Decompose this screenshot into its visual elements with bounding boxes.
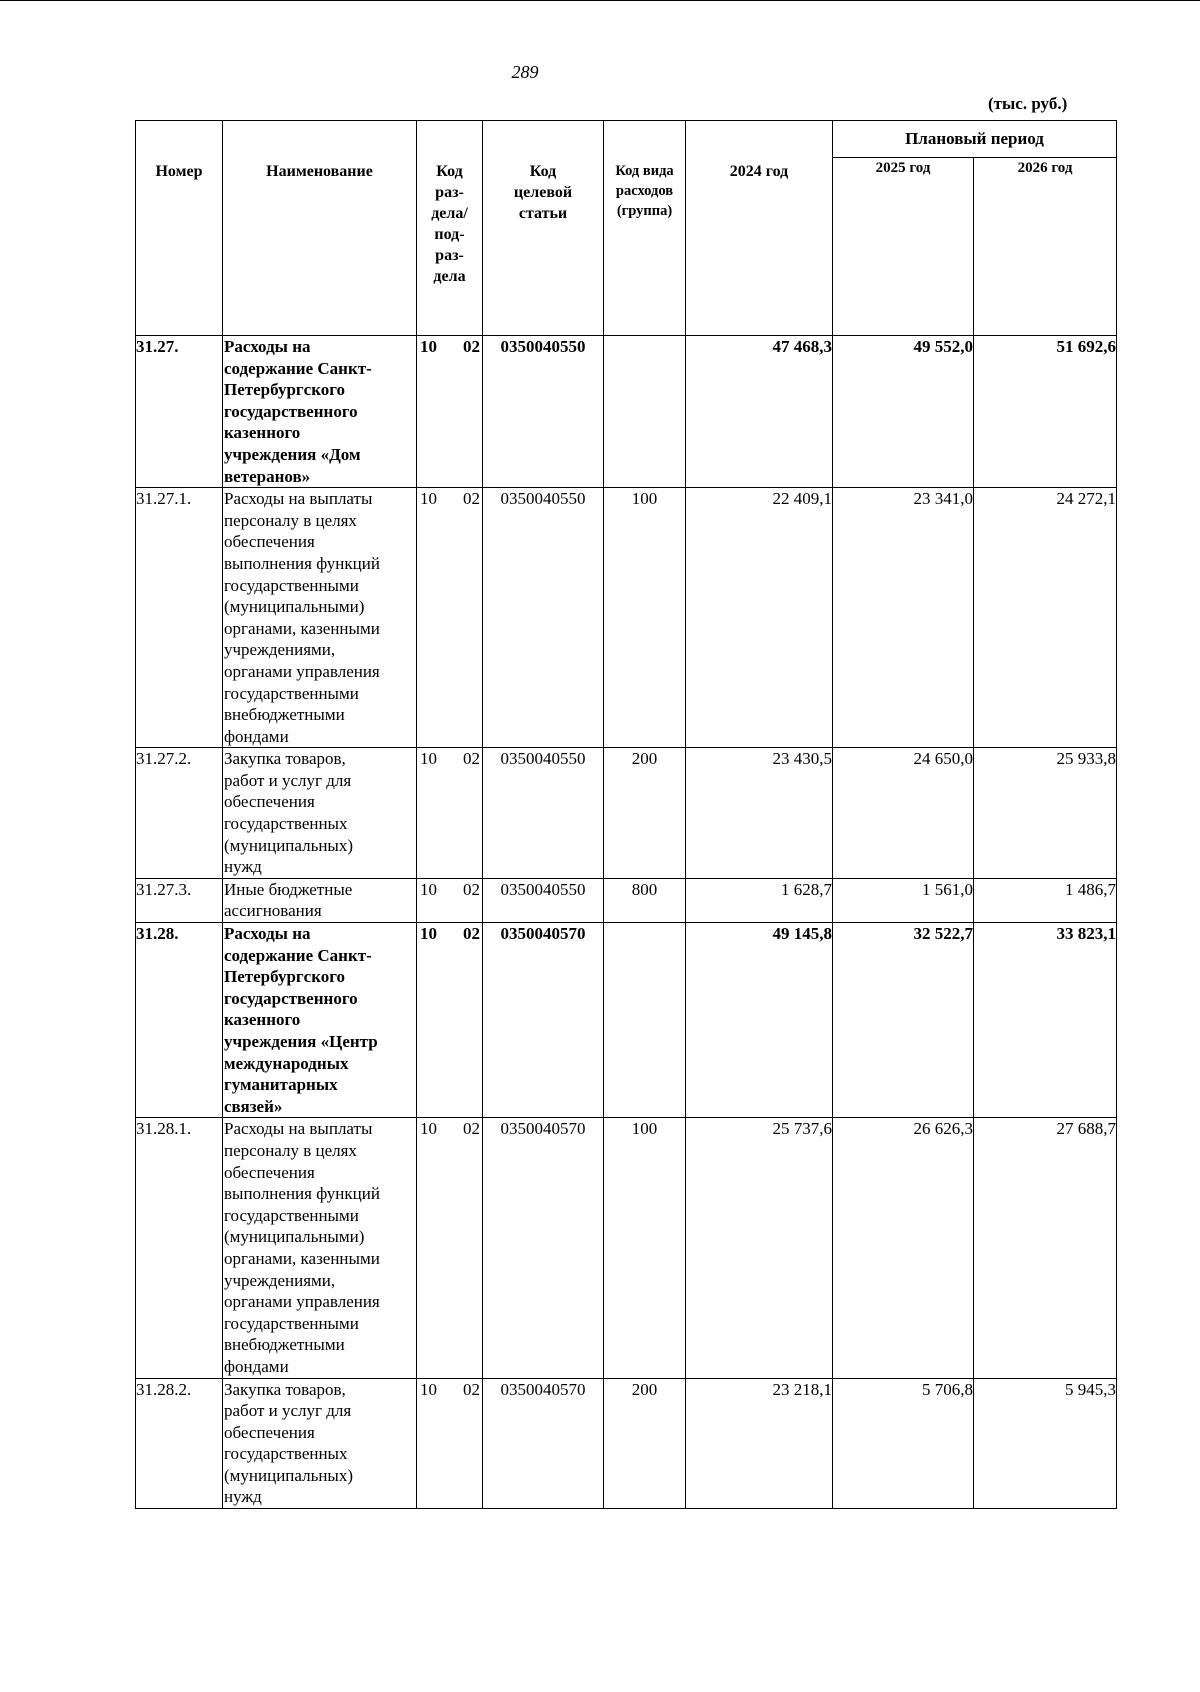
row-name: Расходы на выплаты персоналу в целях обеспечения выполнения функций государственными (муниципальными) органами, казенными учреждениями, органами управления государственными внебюджетными фондами [223,1118,417,1378]
row-value-2024: 23 218,1 [686,1378,833,1509]
header-number: Номер [136,121,223,336]
header-expense-type [604,121,686,336]
row-razdel [417,1378,483,1509]
row-value-2025: 23 341,0 [833,488,974,748]
header-year-2026: 2026 год [974,158,1117,336]
row-name: Расходы на выплаты персоналу в целях обеспечения выполнения функций государственными (муниципальными) органами, казенными учреждениями, органами управления государственными внебюджетными фондами [223,488,417,748]
header-line: статьи [518,205,568,222]
row-target-code: 0350040550 [483,878,604,922]
row-target-code: 0350040550 [483,488,604,748]
row-number: 31.27.2. [136,748,223,879]
header-line: расходов [615,183,674,199]
row-razdel [417,748,483,879]
row-razdel [417,923,483,1118]
podrazdel-code: 02 [463,924,480,944]
row-target-code: 0350040550 [483,336,604,488]
table-row [136,336,1117,488]
row-expense-type [604,923,686,1118]
header-target-code [483,121,604,336]
row-expense-type [604,336,686,488]
header-year-2024: 2024 год [686,121,833,336]
page-number: 289 [511,62,539,82]
row-target-code: 0350040550 [483,748,604,879]
row-razdel [417,1118,483,1378]
table-row [136,748,1117,879]
table-row [136,923,1117,1118]
row-number: 31.28.1. [136,1118,223,1378]
row-value-2026: 25 933,8 [974,748,1117,879]
header-line: Код [529,163,557,180]
row-value-2026: 27 688,7 [974,1118,1117,1378]
header-line: раз- [435,184,464,201]
row-number: 31.28.2. [136,1378,223,1509]
razdel-code: 10 [420,879,437,899]
podrazdel-code: 02 [463,879,480,899]
header-line: раз- [435,247,464,264]
row-number: 31.28. [136,923,223,1118]
row-value-2025: 49 552,0 [833,336,974,488]
row-number: 31.27. [136,336,223,488]
podrazdel-code: 02 [463,1379,480,1399]
razdel-code: 10 [420,924,437,944]
header-line: Код [436,163,463,180]
row-expense-type: 200 [604,748,686,879]
table-row [136,488,1117,748]
header-line: Код вида [615,163,674,179]
row-expense-type: 100 [604,488,686,748]
row-razdel [417,336,483,488]
razdel-code: 10 [420,1379,437,1399]
row-target-code: 0350040570 [483,1118,604,1378]
header-line: дела/ [431,205,468,222]
podrazdel-code: 02 [463,749,480,769]
row-value-2024: 22 409,1 [686,488,833,748]
budget-table [135,120,1117,1509]
header-line: (группа) [616,203,673,219]
header-year-2025: 2025 год [833,158,974,336]
table-row [136,1378,1117,1509]
row-value-2024: 49 145,8 [686,923,833,1118]
podrazdel-code: 02 [463,489,480,509]
row-value-2025: 26 626,3 [833,1118,974,1378]
header-line: дела [433,268,466,285]
row-name: Закупка товаров, работ и услуг для обеспечения государственных (муниципальных) нужд [223,748,417,879]
table-row [136,878,1117,922]
row-value-2024: 25 737,6 [686,1118,833,1378]
row-value-2025: 32 522,7 [833,923,974,1118]
row-value-2026: 1 486,7 [974,878,1117,922]
razdel-code: 10 [420,749,437,769]
header-name: Наименование [223,121,417,336]
razdel-code: 10 [420,489,437,509]
row-expense-type: 200 [604,1378,686,1509]
table-body [136,336,1117,1509]
row-value-2026: 24 272,1 [974,488,1117,748]
row-value-2024: 47 468,3 [686,336,833,488]
row-expense-type: 800 [604,878,686,922]
table-header [136,121,1117,336]
header-line: целевой [513,184,573,201]
top-border-line [0,0,1200,1]
row-value-2026: 33 823,1 [974,923,1117,1118]
row-razdel [417,488,483,748]
table-row [136,1118,1117,1378]
row-value-2026: 5 945,3 [974,1378,1117,1509]
row-razdel [417,878,483,922]
header-planned-period: Плановый период [833,121,1117,158]
header-line: под- [434,226,465,243]
row-number: 31.27.3. [136,878,223,922]
row-value-2026: 51 692,6 [974,336,1117,488]
header-razdel [417,121,483,336]
row-target-code: 0350040570 [483,1378,604,1509]
row-name: Иные бюджетные ассигнования [223,878,417,922]
row-expense-type: 100 [604,1118,686,1378]
row-value-2025: 24 650,0 [833,748,974,879]
row-value-2025: 1 561,0 [833,878,974,922]
row-name: Закупка товаров, работ и услуг для обеспечения государственных (муниципальных) нужд [223,1378,417,1509]
podrazdel-code: 02 [463,337,480,356]
units-label: (тыс. руб.) [988,94,1068,113]
row-name: Расходы на содержание Санкт- Петербургского государственного казенного учреждения «Дом ветеранов» [223,336,417,488]
row-number: 31.27.1. [136,488,223,748]
row-value-2024: 23 430,5 [686,748,833,879]
podrazdel-code: 02 [463,1119,480,1139]
razdel-code: 10 [420,337,437,356]
row-value-2025: 5 706,8 [833,1378,974,1509]
row-name: Расходы на содержание Санкт- Петербургского государственного казенного учреждения «Центр международных гуманитарных связей» [223,923,417,1118]
razdel-code: 10 [420,1119,437,1139]
row-target-code: 0350040570 [483,923,604,1118]
row-value-2024: 1 628,7 [686,878,833,922]
